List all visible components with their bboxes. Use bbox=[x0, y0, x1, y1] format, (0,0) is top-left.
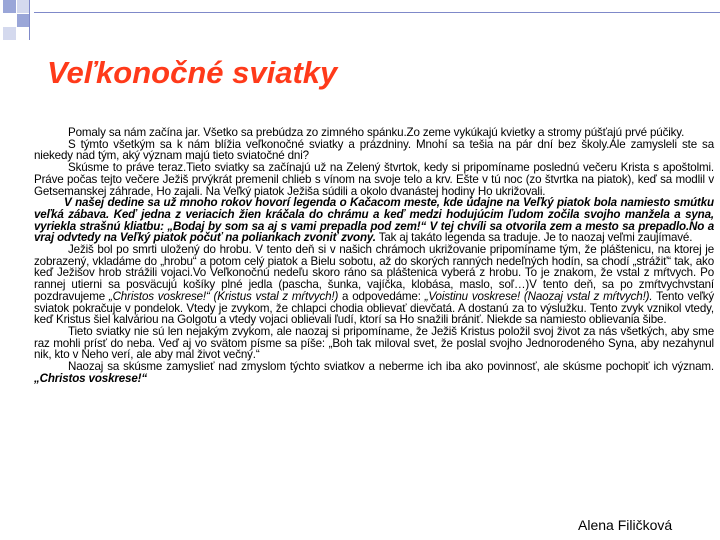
greeting-quote: „Christos voskrese!“ (Kristus vstal z mŕtvych!) bbox=[108, 289, 339, 303]
paragraph bbox=[34, 244, 714, 326]
decor-square bbox=[3, 14, 16, 27]
paragraph: Pomaly sa nám začína jar. Všetko sa prebúdza zo zimného spánku.Zo zeme vykúkajú kvietky a stromy púšťajú prvé púčiky. bbox=[68, 126, 685, 139]
decor-square bbox=[3, 0, 16, 13]
decor-horizontal-line bbox=[34, 12, 720, 13]
author-name: Alena Filičková bbox=[578, 517, 673, 533]
reply-quote: „Voistinu voskrese! (Naozaj vstal z mŕtvych!). bbox=[424, 289, 653, 303]
legend-text: V našej dedine sa už mnoho rokov hovorí legenda o Kačacom meste, kde údajne na Veľký piatok bola namiesto smútku veľká zábava. Keď jedna z veriacich žien kráčala do chrámu a keď medzi hodujúcim ľudom zočila svojho manžela a syna, vyriekla strašnú kliatbu: „Bodaj by som sa aj s vami prepadla pod zem!“ V tej chvíli sa otvorila zem a mesto sa prepadlo.No a vraj odvtedy na Veľký piatok počuť na poliankach zvoniť zvony. bbox=[34, 196, 714, 245]
corner-decoration bbox=[0, 0, 720, 40]
closing-greeting: „Christos voskrese!“ bbox=[34, 371, 147, 385]
text-run: Tento veľký sviatok pokračuje v pondelok. Vtedy je zvykom, že chlapci chodia oblievať dievčatá. A dostanú za to výslužku. Tento zvyk vznikol vtedy, keď Kristus šiel kalváriou na Golgotu a vtedy vojaci oblievali ľudí, ktorí sa Ho snažili brániť. Niekde sa namiesto oblievania šibe. bbox=[34, 289, 715, 327]
article-body bbox=[34, 127, 714, 384]
legend-paragraph bbox=[34, 197, 714, 244]
text-run: Naozaj sa skúsme zamyslieť nad zmyslom týchto sviatkov a neberme ich iba ako povinnosť, ale skúsme pochopiť ich význam. bbox=[68, 360, 714, 374]
legend-comment: Tak aj takáto legenda sa traduje. Je to naozaj veľmi zaujímavé. bbox=[375, 231, 693, 245]
paragraph: Skúsme to práve teraz.Tieto sviatky sa začínajú už na Zelený štvrtok, kedy si pripomíname poslednú večeru Krista s apoštolmi. Práve počas tejto večere Ježiš prvýkrát premenil chlieb s vínom na svoje telo a krv. Ešte v tú noc (zo štvrtka na piatok), keď sa modlil v Getsemanskej záhrade, Ho zajali. Na Veľký piatok Ježiša súdili a okolo dvanástej hodiny Ho ukrižovali. bbox=[34, 161, 714, 198]
decor-vertical-line bbox=[29, 0, 30, 40]
paragraph: S týmto všetkým sa k nám blížia veľkonočné sviatky a prázdniny. Mnohí sa tešia na pár dní bez školy.Ale zamysleli ste sa niekedy nad tým, aký význam majú tieto sviatočné dni? bbox=[34, 137, 714, 163]
page-title: Veľkonočné sviatky bbox=[47, 55, 338, 90]
decor-square bbox=[3, 27, 16, 40]
paragraph bbox=[34, 361, 714, 384]
paragraph: Tieto sviatky nie sú len nejakým zvykom, ale naozaj si pripomíname, že Ježiš Kristus položil svoj život za nás všetkých, aby sme raz mohli prísť do neba. Veď aj vo svätom písme sa píše: „Boh tak miloval svet, že poslal svojho Jednorodeného Syna, aby nezahynul nik, kto v Neho verí, ale aby mal život večný.“ bbox=[34, 324, 714, 362]
text-run: Ježiš bol po smrti uložený do hrobu. V tento deň si v našich chrámoch ukrižovanie pripomíname tým, že pláštenicu, na ktorej je zobrazený, vkladáme do „hrobu“ a potom celý piatok a Bielu sobotu, až do skorých ranných nedeľných hodín, sa chodí „strážiť“ tak, ako keď Ježišov hrob strážili vojaci.Vo Veľkonočnú nedeľu skoro ráno sa pláštenica vyberá z hrobu. To je znakom, že vstal z mŕtvych. Po rannej utierni sa posväcujú košíky plné jedla (pascha, šunka, vajíčka, klobása, maslo, soľ…)V tento deň, sa po zmŕtvychvstaní pozdravujeme bbox=[34, 243, 714, 303]
text-run: a odpovedáme: bbox=[338, 289, 425, 303]
